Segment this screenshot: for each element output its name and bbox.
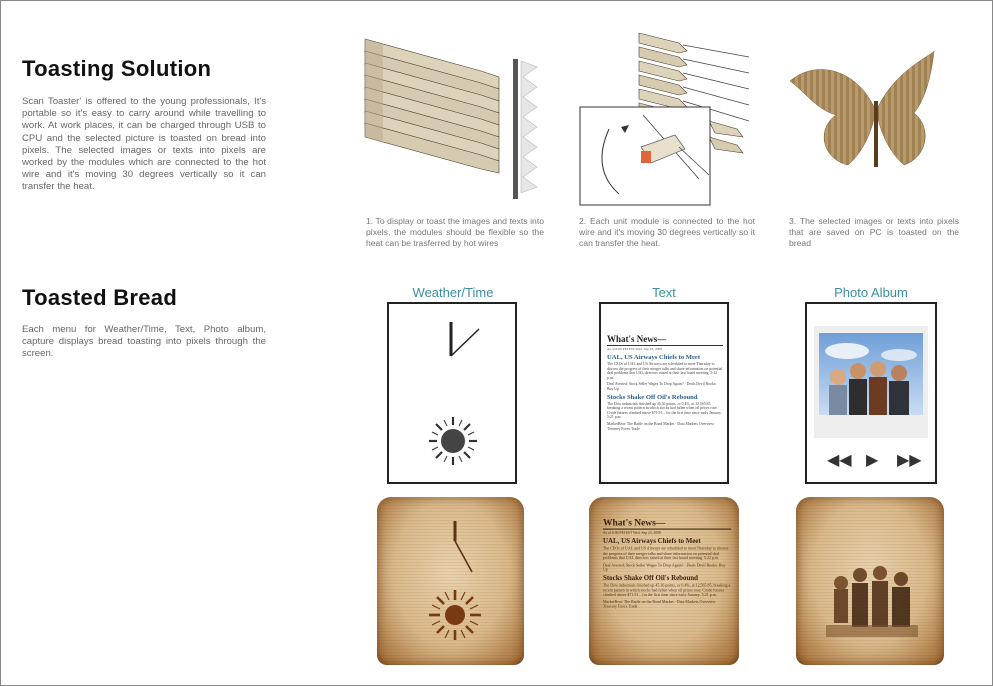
play-button[interactable]: ▶ [866,452,879,469]
text-screen[interactable] [599,302,729,484]
hot-wire-illustration [579,29,754,209]
toasted-sun-icon [429,590,481,640]
sun-icon [429,417,477,465]
toasted-news-links-2: MarketBeat: The Battle on the Bond Market · Data Markets Overview: Treasury Forex Trade [603,599,717,609]
news-body-1: The CEOs of UAL and US Airways are scheduled to meet Thursday to discuss the progress of their merger talks and share information on potential deal problems that UAL directors raised at their last board meeting. 5:22 p.m. [607,362,723,380]
toasted-news-masthead: What's News— [603,517,731,530]
toast-text [589,497,739,665]
news-dateline: As of 6:00 PM EST Wed. Sep 23, 2008 [607,347,663,351]
toasted-news-body-2: The Dow industrials finished up 45.36 points, or 0.4%, at 12,565.85, breaking a recent pattern in which stocks had fallen when oil prices rose. Crude futures climbed above $71.91... for the first time since early January. 5:21 p.m. [603,583,731,597]
module-stack [365,39,499,173]
toasted-news-headline-1: UAL, US Airways Chiefs to Meet [603,538,701,546]
mode-label-photo-album: Photo Album [834,285,908,300]
news-links-2[interactable]: MarketBeat: The Battle on the Bond Market · Data Markets Overview: Treasury Forex Trade [607,421,715,431]
news-headline-2[interactable]: Stocks Shake Off Oil's Rebound [607,393,698,401]
toast-photo [796,497,944,665]
step-2-caption: 2. Each unit module is connected to the hot wire and it's moving 30 degrees vertically so it can transfer the heat. [579,216,755,248]
toasted-bread-text: Each menu for Weather/Time, Text, Photo album, capture displays bread toasting into pixels through the screen. [22,324,266,360]
toasted-news-body-1: The CEOs of UAL and US Airways are scheduled to meet Thursday to discuss the progress of their merger talks and share information on potential deal problems that UAL directors raised at their last board meeting. 5:22 p.m. [603,546,729,561]
news-links-1[interactable]: Deal Averted; Stock Seller Wages To Drop Again? · Deals Devil Books: Buy Up [607,382,717,391]
step-1-caption: 1. To display or toast the images and texts into pixels, the modules should be flexible so the heat can be trasferred by hot wires [366,216,544,248]
toasted-news-links-1: Deal Averted; Stock Seller Wages To Drop Again? · Deals Devil Books: Buy Up [603,562,726,572]
step-3-caption: 3. The selected images or texts into pixels that are saved on PC is toasted on the bread [789,216,959,248]
photo-frame [814,326,928,438]
butterfly-toast-illustration [786,49,966,199]
clock-hands-icon [451,322,479,356]
group-photo [819,333,923,415]
module-block-illustration [361,31,541,206]
mode-label-text: Text [652,285,676,300]
toasting-solution-title: Toasting Solution [22,56,212,81]
toasted-news-dateline: As of 6:00 PM EST Wed. Sep 23, 2008 [603,530,661,535]
photo-album-screen[interactable] [805,302,937,484]
toast-weather-time [377,497,524,665]
toasted-clock-icon [455,521,472,572]
news-masthead: What's News— [607,334,723,346]
toasting-solution-text: Scan Toaster' is offered to the young professionals, It's portable so it's easy to carry around while travelling to work. At work places, it can be charged through USB to CPU and the selected picture is toasted on bread into pixels. The selected images or texts into pixels are worked by the modules which are connected to the hot wire and it's moving 30 degrees vertically so it can transfer the heat. [22,96,266,193]
toasted-bread-title: Toasted Bread [22,285,178,310]
weather-time-screen[interactable] [387,302,517,484]
toasted-news-content [603,517,731,609]
toasted-photo [826,566,918,637]
news-headline-1[interactable]: UAL, US Airways Chiefs to Meet [607,354,701,361]
news-content [607,334,723,431]
rewind-button[interactable]: ◀◀ [827,452,852,469]
toasted-news-headline-2: Stocks Shake Off Oil's Rebound [603,574,699,583]
mode-label-weather-time: Weather/Time [412,285,494,300]
forward-button[interactable]: ▶▶ [897,452,922,469]
news-body-2: The Dow industrials finished up 45.36 points, or 0.4%, at 12,565.85, breaking a recent pattern in which stocks had fallen when oil prices rose. Crude futures climbed above $71.91... for the first time since early January. 5:21 p.m. [607,401,722,420]
